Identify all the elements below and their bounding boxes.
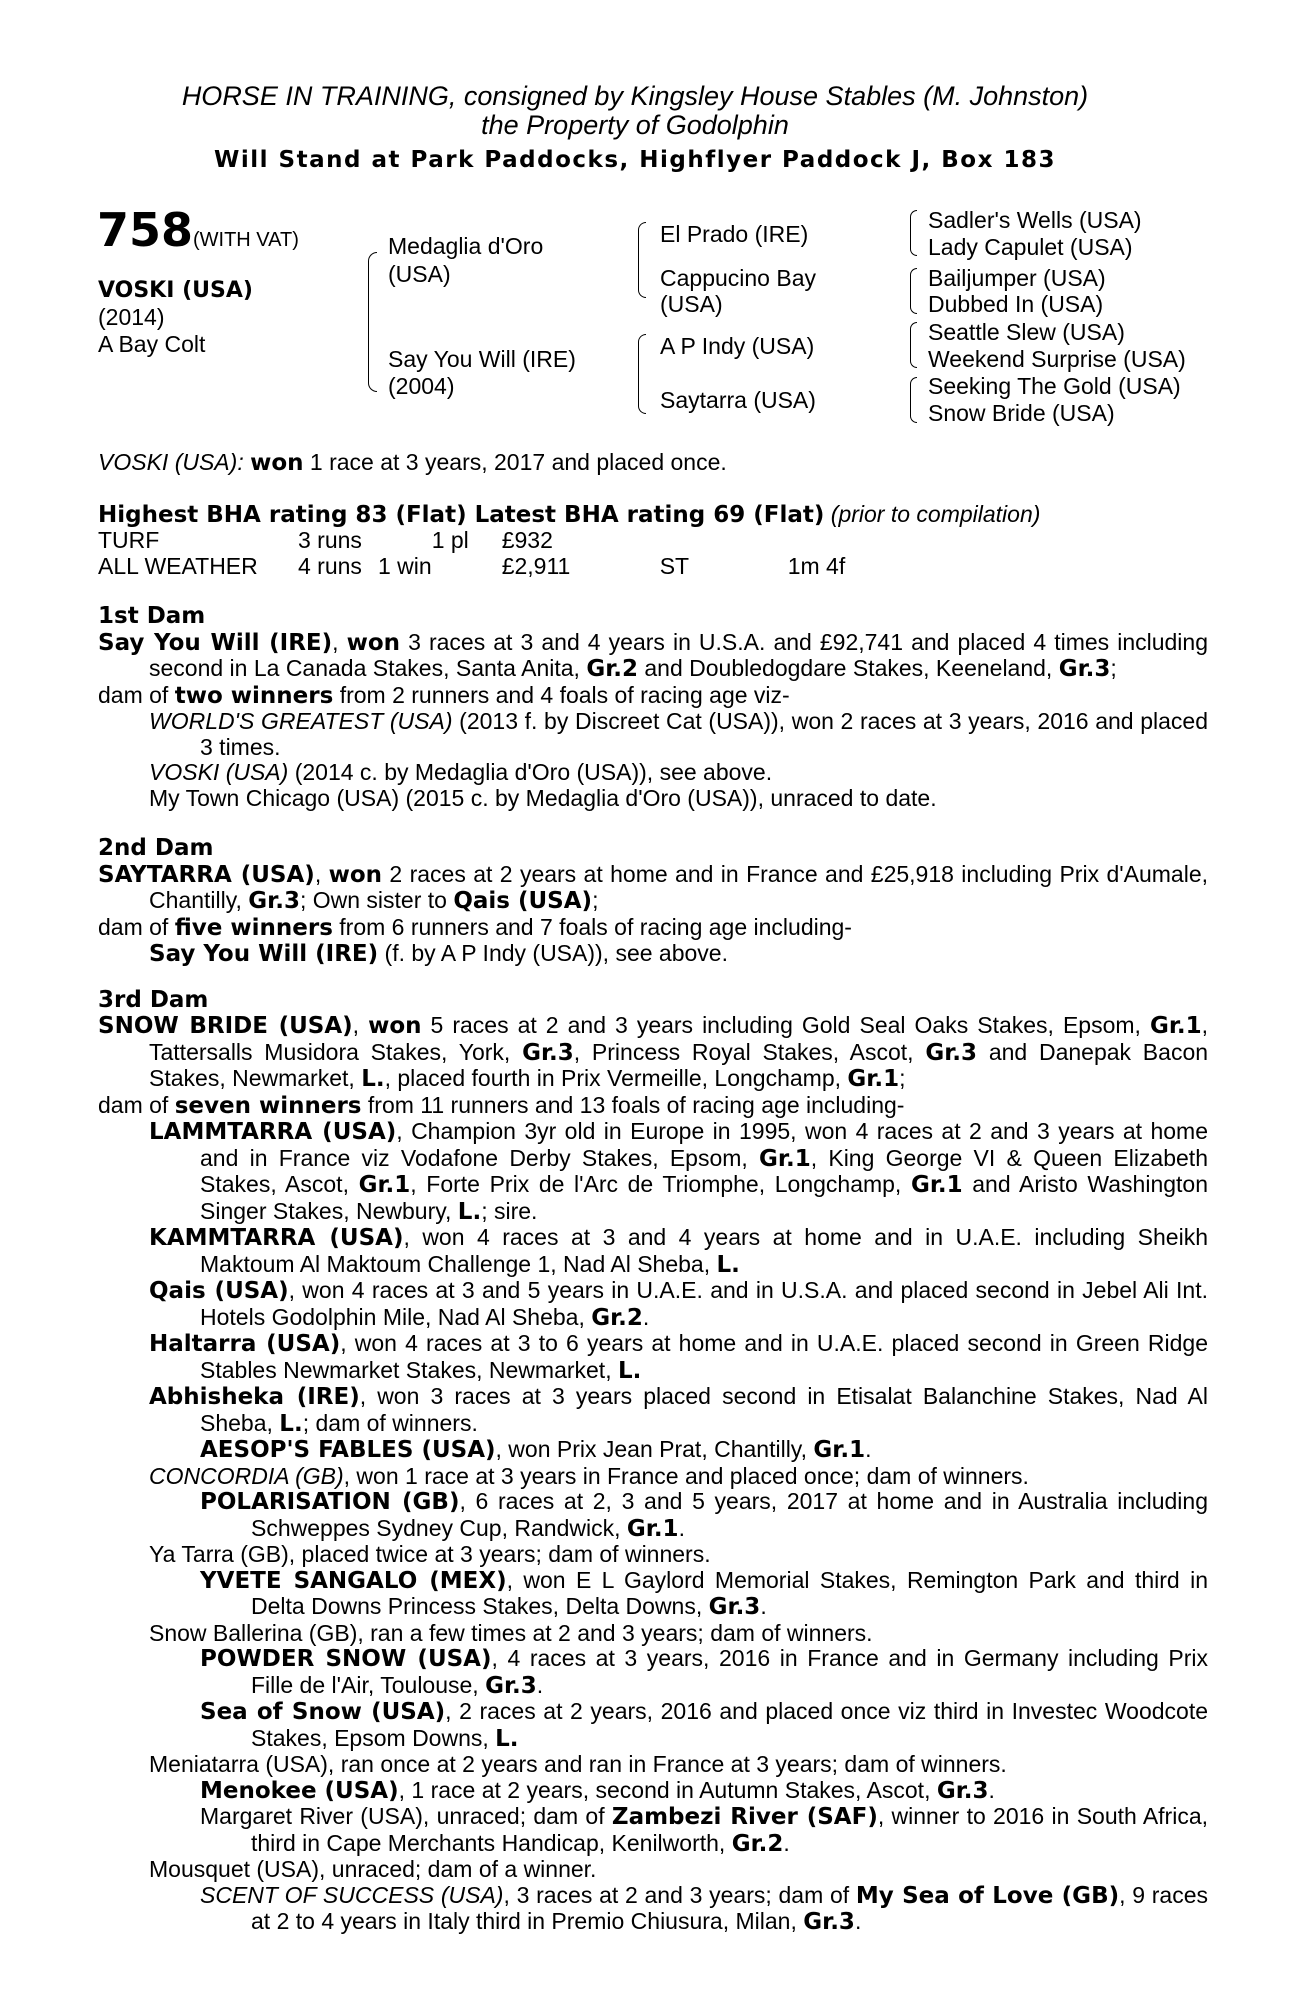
list-item: POLARISATION (GB), 6 races at 2, 3 and 5 years, 2017 at home and in Australia including Schweppes Sydney Cup, Randwick, Gr.1.: [200, 1488, 1209, 1542]
list-item: Meniatarra (USA), ran once at 2 years and ran in France at 3 years; dam of winners.: [149, 1751, 1007, 1777]
lot-number: 758: [97, 203, 194, 257]
sire-dam-dam: Dubbed In (USA): [928, 291, 1104, 317]
list-item: SCENT OF SUCCESS (USA), 3 races at 2 and 3 years; dam of My Sea of Love (GB), 9 races at 2 to 4 years in Italy third in Premio Chiusura, Milan, Gr.3.: [200, 1881, 1208, 1935]
bha-ratings: Highest BHA rating 83 (Flat) Latest BHA rating 69 (Flat) (prior to compilation): [98, 500, 1041, 528]
list-item: My Town Chicago (USA) (2015 c. by Medaglia d'Oro (USA)), unraced to date.: [149, 784, 937, 811]
list-item: Sea of Snow (USA), 2 races at 2 years, 2016 and placed once viz third in Investec Woodcote Stakes, Epsom Downs, L.: [200, 1698, 1208, 1752]
pedigree-brace: [368, 252, 377, 392]
dam-dam-dam: Snow Bride (USA): [928, 400, 1115, 426]
list-item: Qais (USA), won 4 races at 3 and 5 years in U.A.E. and in U.S.A. and placed second in Jebel Ali Int. Hotels Godolphin Mile, Nad Al Sheba, Gr.2.: [149, 1277, 1209, 1331]
stable-location-line: Will Stand at Park Paddocks, Highflyer Paddock J, Box 183: [214, 147, 1056, 173]
table-row: ALL WEATHER 4 runs 1 win £2,911 ST 1m 4f: [98, 552, 846, 579]
catalogue-body: [98, 450, 1208, 1936]
list-item: Haltarra (USA), won 4 races at 3 to 6 years at home and in U.A.E. placed second in Green Ridge Stables Newmarket Stakes, Newmarket, L.: [149, 1330, 1208, 1384]
brace-1: [910, 210, 917, 256]
dam-sire-dam: Weekend Surprise (USA): [928, 346, 1186, 372]
dam-sire-sire: Seattle Slew (USA): [928, 319, 1125, 345]
owner-line: the Property of Godolphin: [481, 110, 789, 140]
list-item: Menokee (USA), 1 race at 2 years, second in Autumn Stakes, Ascot, Gr.3.: [200, 1776, 995, 1804]
first-dam-record: Say You Will (IRE), won 3 races at 3 and 4 years in U.S.A. and £92,741 and placed 4 times including second in La Canada Stakes, Santa Anita, Gr.2 and Doubledogdare Stakes, Keeneland, Gr.3;: [98, 628, 1208, 682]
sire-line-brace: [638, 222, 646, 298]
list-item: POWDER SNOW (USA), 4 races at 3 years, 2016 in France and in Germany including Prix Fille de l'Air, Toulouse, Gr.3.: [200, 1645, 1208, 1699]
horse-description: A Bay Colt: [98, 331, 206, 357]
list-item: Abhisheka (IRE), won 3 races at 3 years placed second in Etisalat Balanchine Stakes, Nad Al Sheba, L.; dam of winners.: [149, 1383, 1208, 1437]
sire-sire-sire: Sadler's Wells (USA): [928, 207, 1142, 233]
second-dam-heading: 2nd Dam: [98, 835, 214, 861]
third-dam-produce: dam of seven winners from 11 runners and 13 foals of racing age including-: [98, 1091, 905, 1119]
first-dam-produce: dam of two winners from 2 runners and 4 foals of racing age viz-: [98, 681, 790, 709]
sire-dam-sire: Bailjumper (USA): [928, 265, 1106, 291]
consignor-line: HORSE IN TRAINING, consigned by Kingsley House Stables (M. Johnston): [181, 81, 1089, 111]
brace-2: [910, 268, 917, 314]
first-dam-heading: 1st Dam: [98, 603, 206, 629]
third-dam-record: SNOW BRIDE (USA), won 5 races at 2 and 3 years including Gold Seal Oaks Stakes, Epsom, Gr.1, Tattersalls Musidora Stakes, York, Gr.3, Princess Royal Stakes, Ascot, Gr.3 and Danepak Bacon Stakes, Newmarket, L., placed fourth in Prix Vermeille, Longchamp, Gr.1;: [98, 1012, 1209, 1092]
sire-sire-dam: Lady Capulet (USA): [928, 234, 1133, 260]
sire-dam-country: (USA): [660, 291, 723, 317]
list-item: YVETE SANGALO (MEX), won E L Gaylord Memorial Stakes, Remington Park and third in Delta Downs Princess Stakes, Delta Downs, Gr.3.: [200, 1566, 1209, 1620]
dam: Say You Will (IRE): [388, 346, 576, 372]
third-dam-heading: 3rd Dam: [98, 986, 209, 1013]
list-item: VOSKI (USA) (2014 c. by Medaglia d'Oro (USA)), see above.: [149, 759, 773, 785]
dam-year: (2004): [388, 373, 455, 399]
dam-dam: Saytarra (USA): [660, 387, 816, 413]
list-item: WORLD'S GREATEST (USA) (2013 f. by Discreet Cat (USA)), won 2 races at 3 years, 2016 and placed 3 times.: [149, 708, 1209, 760]
list-item: Margaret River (USA), unraced; dam of Zambezi River (SAF), winner to 2016 in South Africa, third in Cape Merchants Handicap, Kenilworth, Gr.2.: [200, 1803, 1208, 1857]
foaling-year: (2014): [98, 304, 165, 330]
brace-4: [910, 377, 917, 423]
second-dam-produce: dam of five winners from 6 runners and 7 foals of racing age including-: [98, 913, 852, 941]
list-item: LAMMTARRA (USA), Champion 3yr old in Europe in 1995, won 4 races at 2 and 3 years at home and in France viz Vodafone Derby Stakes, Epsom, Gr.1, King George VI & Queen Elizabeth Stakes, Ascot, Gr.1, Forte Prix de l'Arc de Triomphe, Longchamp, Gr.1 and Aristo Washington Singer Stakes, Newbury, L.; sire.: [149, 1118, 1209, 1225]
list-item: AESOP'S FABLES (USA), won Prix Jean Prat, Chantilly, Gr.1.: [200, 1436, 872, 1463]
sire-dam: Cappucino Bay: [660, 265, 816, 291]
list-item: CONCORDIA (GB), won 1 race at 3 years in France and placed once; dam of winners.: [149, 1462, 1029, 1489]
vat-note: (WITH VAT): [193, 229, 299, 251]
sire-sire: El Prado (IRE): [660, 221, 809, 247]
race-summary: VOSKI (USA): won 1 race at 3 years, 2017 and placed once.: [98, 449, 727, 476]
lot-header: [95, 82, 1175, 174]
dam-sire: A P Indy (USA): [660, 333, 815, 359]
sire-country: (USA): [388, 261, 451, 287]
sire: Medaglia d'Oro: [388, 233, 544, 259]
dam-dam-sire: Seeking The Gold (USA): [928, 373, 1181, 399]
horse-name: VOSKI (USA): [98, 278, 253, 303]
list-item: Mousquet (USA), unraced; dam of a winner.: [149, 1856, 597, 1882]
second-dam-record: SAYTARRA (USA), won 2 races at 2 years at home and in France and £25,918 including Prix d'Aumale, Chantilly, Gr.3; Own sister to Qais (USA);: [98, 860, 1209, 914]
list-item: KAMMTARRA (USA), won 4 races at 3 and 4 years at home and in U.A.E. including Sheikh Maktoum Al Maktoum Challenge 1, Nad Al Sheba, L.: [149, 1224, 1208, 1278]
brace-3: [910, 322, 917, 368]
list-item: Ya Tarra (GB), placed twice at 3 years; dam of winners.: [149, 1541, 711, 1567]
race-record-table: [98, 528, 845, 579]
dam-line-brace: [638, 334, 646, 414]
table-row: TURF 3 runs 1 pl £932: [98, 527, 553, 553]
list-item: Snow Ballerina (GB), ran a few times at 2 and 3 years; dam of winners.: [149, 1619, 873, 1646]
list-item: Say You Will (IRE) (f. by A P Indy (USA)), see above.: [149, 940, 728, 967]
